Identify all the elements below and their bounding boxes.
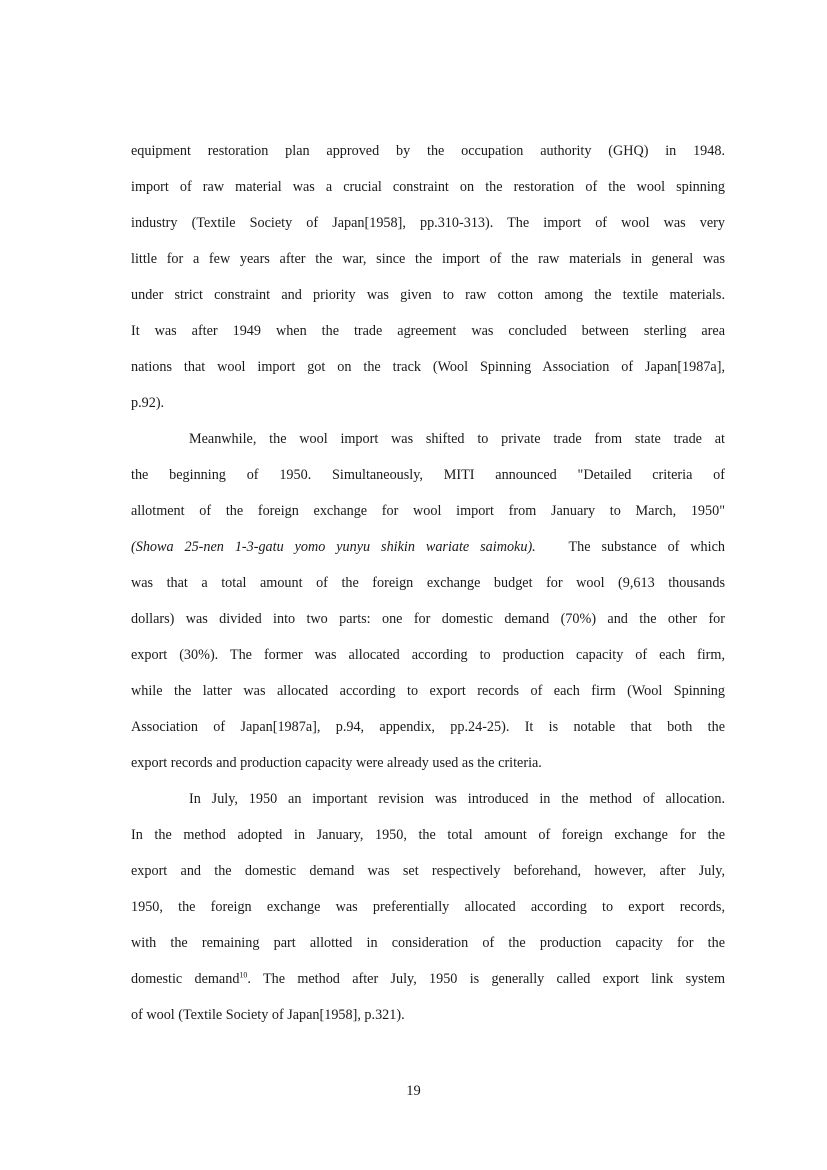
text-line: export (30%). The former was allocated according to production capacity of each firm, xyxy=(131,647,725,663)
text-line xyxy=(131,537,725,557)
italic-title: (Showa 25-nen 1-3-gatu yomo yunyu shikin wariate saimoku). xyxy=(131,539,536,555)
text-fragment: domestic demand xyxy=(131,971,240,987)
text-line: equipment restoration plan approved by the occupation authority (GHQ) in 1948. xyxy=(131,143,725,159)
text-line: with the remaining part allotted in consideration of the production capacity for the xyxy=(131,935,725,951)
text-line: while the latter was allocated according to export records of each firm (Wool Spinning xyxy=(131,683,725,699)
text-line: the beginning of 1950. Simultaneously, MITI announced "Detailed criteria of xyxy=(131,467,725,483)
text-fragment: . The method after July, 1950 is generally called export link system xyxy=(247,971,725,987)
text-line: was that a total amount of the foreign exchange budget for wool (9,613 thousands xyxy=(131,575,725,591)
text-line: little for a few years after the war, since the import of the raw materials in general was xyxy=(131,251,725,267)
text-line: of wool (Textile Society of Japan[1958], p.321). xyxy=(131,1007,405,1023)
text-line: dollars) was divided into two parts: one for domestic demand (70%) and the other for xyxy=(131,611,725,627)
text-line: It was after 1949 when the trade agreement was concluded between sterling area xyxy=(131,323,725,339)
page-number: 19 xyxy=(406,1083,421,1099)
text-line: export and the domestic demand was set respectively beforehand, however, after July, xyxy=(131,863,725,879)
text-line: under strict constraint and priority was given to raw cotton among the textile materials. xyxy=(131,287,725,303)
text-line: industry (Textile Society of Japan[1958], pp.310-313). The import of wool was very xyxy=(131,215,725,231)
text-line: allotment of the foreign exchange for wool import from January to March, 1950" xyxy=(131,503,725,519)
paragraph-start-line: Meanwhile, the wool import was shifted to private trade from state trade at xyxy=(189,431,725,447)
text-line: In the method adopted in January, 1950, the total amount of foreign exchange for the xyxy=(131,827,725,843)
text-line xyxy=(131,969,725,989)
text-line: 1950, the foreign exchange was preferentially allocated according to export records, xyxy=(131,899,725,915)
text-line: Association of Japan[1987a], p.94, appendix, pp.24-25). It is notable that both the xyxy=(131,719,725,735)
text-line: import of raw material was a crucial constraint on the restoration of the wool spinning xyxy=(131,179,725,195)
text-line: nations that wool import got on the track (Wool Spinning Association of Japan[1987a], xyxy=(131,359,725,375)
text-line: export records and production capacity were already used as the criteria. xyxy=(131,755,542,771)
text-fragment: The substance of which xyxy=(568,539,725,555)
paragraph-start-line: In July, 1950 an important revision was introduced in the method of allocation. xyxy=(189,791,725,807)
text-line: p.92). xyxy=(131,395,165,411)
footnote-reference[interactable]: 10 xyxy=(239,970,248,980)
